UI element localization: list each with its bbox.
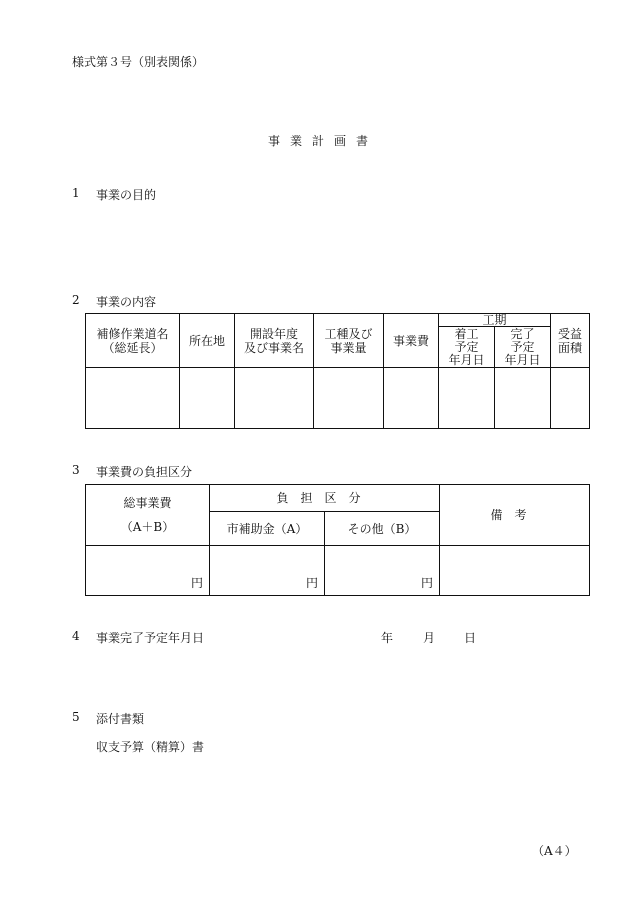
section-2-number: 2 [72,293,80,307]
cell-other[interactable] [325,546,440,596]
section-3-label: 事業費の負担区分 [96,465,193,479]
header-other: その他（B） [325,512,440,546]
section-3-number: 3 [72,463,80,477]
header-year-project: 開設年度 及び事業名 [235,314,314,368]
header-start-date: 着工 予定 年月日 [439,327,495,368]
total-cost-ab-label: （A＋B） [120,520,175,534]
cost-burden-table [85,484,590,596]
section-2-label: 事業の内容 [96,295,157,309]
header-road-name: 補修作業道名 （総延長） [86,314,180,368]
date-year-label: 年 [381,631,394,645]
cell-project-cost[interactable] [384,368,439,429]
cell-work-type[interactable] [314,368,384,429]
header-benefit-area: 受益 面積 [551,314,590,368]
header-project-cost: 事業費 [384,314,439,368]
cell-start-date[interactable] [439,368,495,429]
cell-year-project[interactable] [235,368,314,429]
header-city-subsidy: 市補助金（A） [210,512,325,546]
date-month-label: 月 [423,631,436,645]
cell-location[interactable] [180,368,235,429]
cell-total-cost[interactable] [86,546,210,596]
project-content-table [85,313,590,429]
header-work-type: 工種及び 事業量 [314,314,384,368]
header-remarks: 備考 [440,485,590,546]
paper-size-label: （A４） [532,844,577,858]
attachment-item: 収支予算（精算）書 [96,740,205,754]
header-finish-date: 完了 予定 年月日 [495,327,551,368]
section-4-label: 事業完了予定年月日 [96,631,205,645]
header-total-cost [86,485,210,546]
yen-unit: 円 [190,576,203,590]
date-day-label: 日 [464,631,477,645]
yen-unit: 円 [421,576,434,590]
section-1-label: 事業の目的 [96,188,157,202]
cell-road-name[interactable] [86,368,180,429]
document-title: 事業計画書 [268,134,379,148]
cell-city-subsidy[interactable] [210,546,325,596]
cell-remarks[interactable] [440,546,590,596]
header-burden-division: 負担区分 [210,485,440,512]
cell-benefit-area[interactable] [551,368,590,429]
total-cost-label: 総事業費 [123,496,172,510]
section-4-number: 4 [72,629,80,643]
section-1-number: 1 [72,186,80,200]
header-location: 所在地 [180,314,235,368]
cell-finish-date[interactable] [495,368,551,429]
header-construction-period: 工期 [439,314,551,327]
yen-unit: 円 [305,576,318,590]
section-5-label: 添付書類 [96,712,145,726]
section-5-number: 5 [72,710,80,724]
form-label: 様式第３号（別表関係） [72,55,205,69]
